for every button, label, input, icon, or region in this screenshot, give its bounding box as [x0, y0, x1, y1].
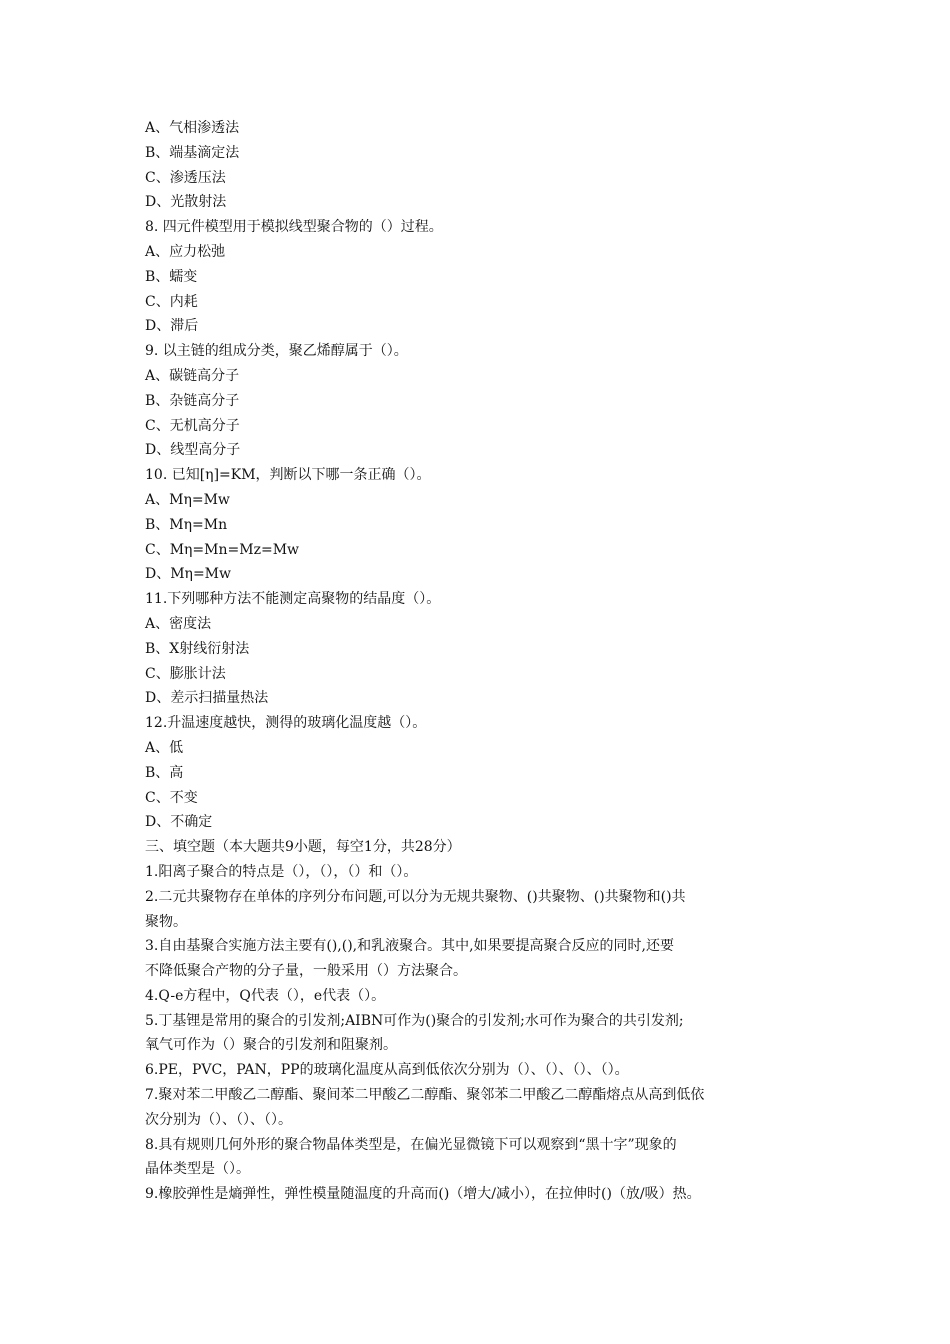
question-line-continued: 晶体类型是（）。 — [145, 1161, 250, 1178]
option-line: A、低 — [145, 739, 184, 756]
option-line: B、高 — [145, 764, 184, 781]
option-line: D、不确定 — [145, 814, 213, 831]
option-line: C、内耗 — [145, 293, 198, 310]
question-line: 8.具有规则几何外形的聚合物晶体类型是，在偏光显微镜下可以观察到“黑十字”现象的 — [145, 1136, 677, 1153]
question-line-continued: 聚物。 — [145, 913, 187, 930]
document-page — [145, 116, 815, 1207]
option-line: A、碳链高分子 — [145, 367, 240, 384]
option-line: B、蠕变 — [145, 268, 198, 285]
question-line: 8. 四元件模型用于模拟线型聚合物的（）过程。 — [145, 219, 443, 236]
option-line: D、线型高分子 — [145, 442, 241, 459]
option-line: C、Mη=Mn=Mz=Mw — [145, 541, 300, 558]
option-line: A、应力松弛 — [145, 243, 226, 260]
option-line: C、膨胀计法 — [145, 665, 226, 682]
option-line: D、Mη=Mw — [145, 566, 231, 583]
question-line: 9. 以主链的组成分类，聚乙烯醇属于（）。 — [145, 343, 408, 360]
question-line-continued: 不降低聚合产物的分子量，一般采用（）方法聚合。 — [145, 963, 467, 980]
question-line-continued: 次分别为（）、（）、（）。 — [145, 1111, 292, 1128]
option-line: A、Mη=Mw — [145, 491, 230, 508]
question-line: 9.橡胶弹性是熵弹性，弹性模量随温度的升高而()（增大/减小），在拉伸时()（放/吸）热。 — [145, 1186, 701, 1203]
section-heading: 三、填空题（本大题共9小题，每空1分，共28分） — [145, 839, 461, 856]
question-line: 2.二元共聚物存在单体的序列分布问题,可以分为无规共聚物、()共聚物、()共聚物和()共 — [145, 888, 686, 905]
question-line: 3.自由基聚合实施方法主要有(),(),和乳液聚合。其中,如果要提高聚合反应的同时,还要 — [145, 938, 675, 955]
question-line: 7.聚对苯二甲酸乙二醇酯、聚间苯二甲酸乙二醇酯、聚邻苯二甲酸乙二醇酯熔点从高到低依 — [145, 1087, 705, 1104]
option-line: B、端基滴定法 — [145, 144, 240, 161]
option-line: B、Mη=Mn — [145, 516, 228, 533]
option-line: B、杂链高分子 — [145, 392, 240, 409]
option-line: A、气相渗透法 — [145, 120, 240, 136]
option-line: B、X射线衍射法 — [145, 640, 250, 657]
question-line: 11.下列哪种方法不能测定高聚物的结晶度（）。 — [145, 591, 441, 608]
option-line: C、不变 — [145, 789, 198, 806]
question-line-continued: 氧气可作为（）聚合的引发剂和阻聚剂。 — [145, 1037, 397, 1054]
question-line: 12.升温速度越快，测得的玻璃化温度越（）。 — [145, 715, 427, 732]
option-line: C、无机高分子 — [145, 417, 240, 434]
option-line: D、滞后 — [145, 318, 199, 335]
option-line: C、渗透压法 — [145, 169, 226, 186]
option-line: A、密度法 — [145, 615, 212, 632]
question-line: 4.Q-e方程中，Q代表（），e代表（）。 — [145, 987, 386, 1004]
question-line: 1.阳离子聚合的特点是（），（），（）和（）。 — [145, 863, 418, 880]
question-line: 6.PE，PVC，PAN，PP的玻璃化温度从高到低依次分别为（）、（）、（）、（）。 — [145, 1062, 629, 1079]
option-line: D、差示扫描量热法 — [145, 690, 269, 707]
question-line: 10. 已知[η]=KM，判断以下哪一条正确（）。 — [145, 467, 431, 484]
option-line: D、光散射法 — [145, 194, 227, 211]
question-line: 5.丁基锂是常用的聚合的引发剂;AIBN可作为()聚合的引发剂;水可作为聚合的共引发剂; — [145, 1012, 684, 1029]
